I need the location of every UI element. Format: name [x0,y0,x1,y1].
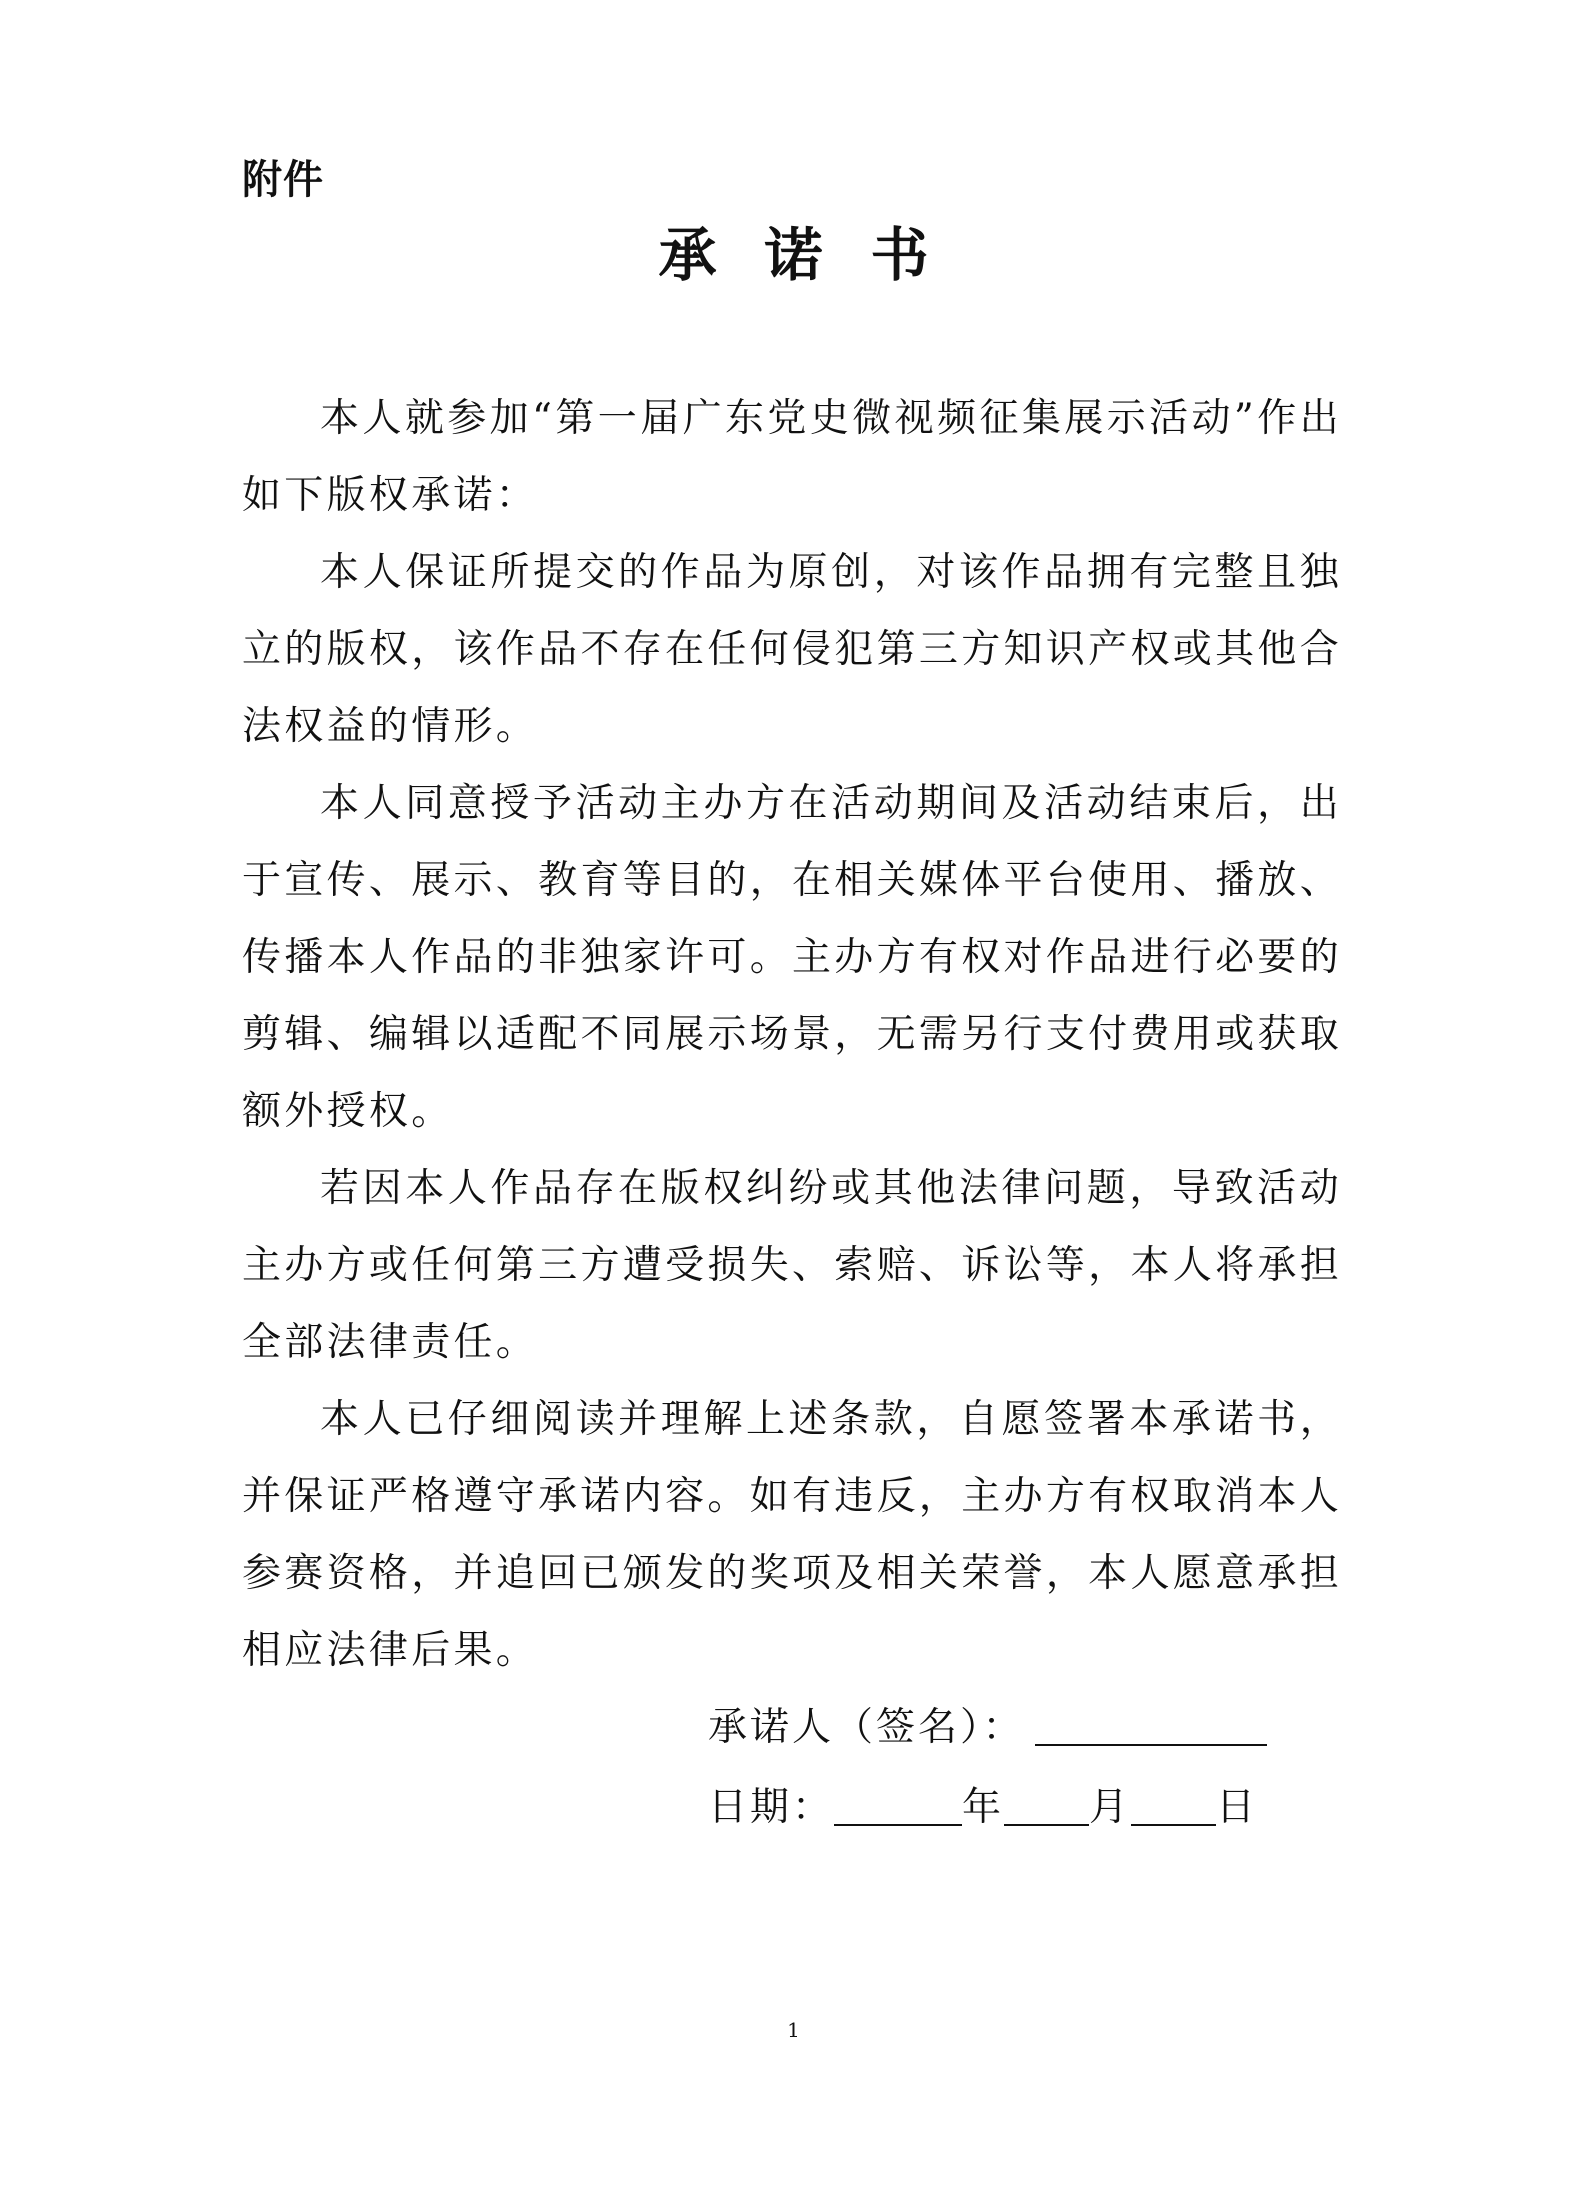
signer-label: 承诺人（签名）： [708,1705,1025,1750]
year-label: 年 [962,1785,1005,1830]
page-number: 1 [787,2018,800,2042]
month-label: 月 [1089,1785,1132,1830]
attachment-label: 附件 [242,157,324,203]
document-body [242,380,1342,1689]
paragraph-liability: 若因本人作品存在版权纠纷或其他法律问题，导致活动主办方或任何第三方遭受损失、索赔、诉讼等，本人将承担全部法律责任。 [242,1166,1342,1365]
signature-block [708,1688,1267,1848]
date-label: 日期： [708,1785,835,1830]
month-blank [1004,1784,1089,1826]
day-blank [1131,1784,1216,1826]
paragraph-originality: 本人保证所提交的作品为原创，对该作品拥有完整且独立的版权，该作品不存在任何侵犯第三方知识产权或其他合法权益的情形。 [242,550,1342,749]
paragraph-agreement: 本人已仔细阅读并理解上述条款，自愿签署本承诺书，并保证严格遵守承诺内容。如有违反，主办方有权取消本人参赛资格，并追回已颁发的奖项及相关荣誉，本人愿意承担相应法律后果。 [242,1397,1342,1673]
year-blank [834,1784,962,1826]
day-label: 日 [1216,1785,1259,1830]
paragraph-license: 本人同意授予活动主办方在活动期间及活动结束后，出于宣传、展示、教育等目的，在相关媒体平台使用、播放、传播本人作品的非独家许可。主办方有权对作品进行必要的剪辑、编辑以适配不同展示场景，无需另行支付费用或获取额外授权。 [242,781,1342,1134]
paragraph-intro: 本人就参加“第一届广东党史微视频征集展示活动”作出如下版权承诺： [242,396,1342,518]
date-line [708,1768,1267,1848]
signer-line [708,1688,1267,1768]
signature-blank [1035,1704,1267,1746]
document-title: 承诺书 [658,221,977,289]
